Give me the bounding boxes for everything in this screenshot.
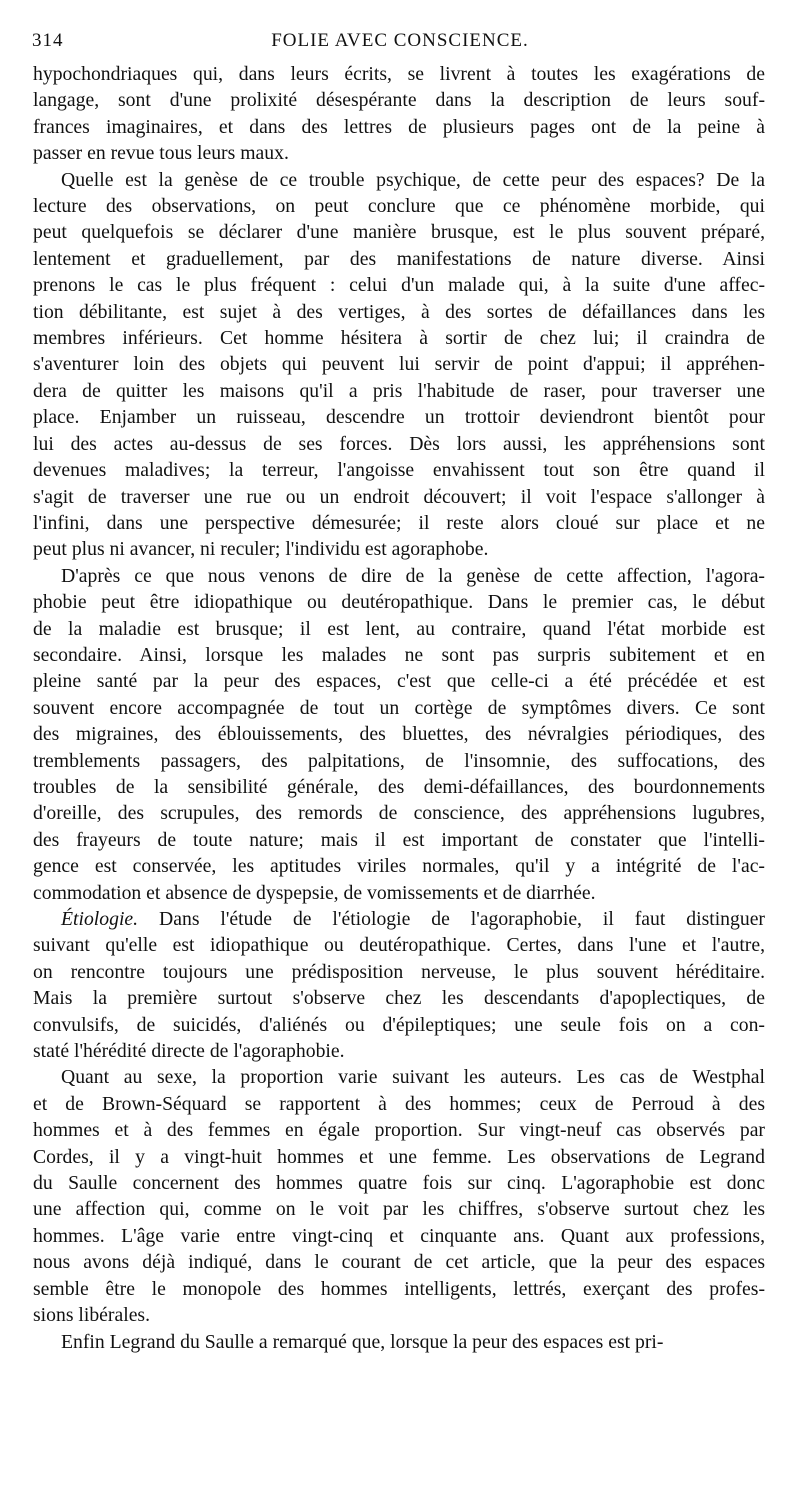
text-line: hommes. L'âge varie entre vingt-cinq et cinquante ans. Quant aux professions, [33,1224,765,1247]
text-line: commodation et absence de dyspepsie, de vomissements et de diarrhée. [33,881,596,904]
text-line: semble être le monopole des hommes intelligents, lettrés, exerçant des profes- [33,1277,765,1300]
text-line: hypochondriaques qui, dans leurs écrits, se livrent à toutes les exagérations de [33,63,765,85]
text-line: s'agit de traverser une rue ou un endroit découvert; il voit l'espace s'allonger à [33,485,765,508]
paragraph [33,1329,765,1355]
text-line: Quelle est la genèse de ce trouble psychique, de cette peur des espaces? De la [61,168,765,191]
text-line: prenons le cas le plus fréquent : celui d'un malade qui, à la suite d'une affec- [33,274,765,297]
text-line: peut plus ni avancer, ni reculer; l'individu est agoraphobe. [33,538,489,561]
text-line: staté l'hérédité directe de l'agoraphobie. [33,1040,345,1063]
text-line: souvent encore accompagnée de tout un cortège de symptômes divers. Ce sont [33,696,765,719]
text-line: peut quelquefois se déclarer d'une manière brusque, est le plus souvent préparé, [33,221,765,244]
text-line: tion débilitante, est sujet à des vertiges, à des sortes de défaillances dans les [33,300,765,323]
paragraph [33,1064,765,1328]
text-line: Mais la première surtout s'observe chez les descendants d'apoplectiques, de [33,987,765,1010]
text-line: pleine santé par la peur des espaces, c'est que celle-ci a été précédée et est [33,670,765,693]
text-line: membres inférieurs. Cet homme hésitera à sortir de chez lui; il craindra de [33,327,765,350]
text-line: frances imaginaires, et dans des lettres de plusieurs pages ont de la peine à [33,115,765,138]
page-header [32,30,768,60]
section-lead: Étiologie. [61,908,139,930]
text-line: suivant qu'elle est idiopathique ou deutéropathique. Certes, dans l'une et l'autre, [33,934,765,957]
text-line: des migraines, des éblouissements, des bluettes, des névralgies périodiques, des [33,723,765,746]
text-line: sions libérales. [33,1304,151,1327]
page-number: 314 [32,30,64,51]
text-line: place. Enjamber un ruisseau, descendre un trottoir deviendront bientôt pour [33,406,765,429]
text-line: une affection qui, comme on le voit par les chiffres, s'observe surtout chez les [33,1198,765,1221]
text-line: on rencontre toujours une prédisposition nerveuse, le plus souvent héréditaire. [33,960,765,983]
text-line [33,906,765,932]
text-line: Cordes, il y a vingt-huit hommes et une femme. Les observations de Legrand [33,1145,765,1168]
text-line: dera de quitter les maisons qu'il a pris l'habitude de raser, pour traverser une [33,379,765,402]
paragraph [33,61,765,167]
text-line: et de Brown-Séquard se rapportent à des hommes; ceux de Perroud à des [33,1092,765,1115]
paragraph [33,167,765,563]
paragraph [33,906,765,1064]
running-title: FOLIE AVEC CONSCIENCE. [271,30,529,51]
text-line: d'oreille, des scrupules, des remords de conscience, des appréhensions lugubres, [33,802,765,825]
text-line: lecture des observations, on peut conclure que ce phénomène morbide, qui [33,195,765,218]
text-line: devenues maladives; la terreur, l'angoisse envahissent tout son être quand il [33,459,765,482]
text-line: D'après ce que nous venons de dire de la genèse de cette affection, l'agora- [61,564,765,587]
text-line: des frayeurs de toute nature; mais il est important de constater que l'intelli- [33,828,765,851]
text-line: secondaire. Ainsi, lorsque les malades ne sont pas surpris subitement et en [33,643,765,666]
text-line: de la maladie est brusque; il est lent, au contraire, quand l'état morbide est [33,617,765,640]
text-line: passer en revue tous leurs maux. [33,142,289,165]
text-line: lui des actes au-dessus de ses forces. Dès lors aussi, les appréhensions sont [33,432,765,455]
text-line: lentement et graduellement, par des manifestations de nature diverse. Ainsi [33,247,765,270]
line-text: Dans l'étude de l'étiologie de l'agoraphobie, il faut distinguer [138,908,765,930]
text-line: convulsifs, de suicidés, d'aliénés ou d'épileptiques; une seule fois on a con- [33,1013,765,1036]
text-line: hommes et à des femmes en égale proportion. Sur vingt-neuf cas observés par [33,1119,765,1142]
text-line: phobie peut être idiopathique ou deutéropathique. Dans le premier cas, le début [33,591,765,614]
text-line: langage, sont d'une prolixité désespérante dans la description de leurs souf- [33,89,765,112]
text-line: Enfin Legrand du Saulle a remarqué que, lorsque la peur des espaces est pri- [61,1330,664,1353]
text-line: nous avons déjà indiqué, dans le courant de cet article, que la peur des espaces [33,1251,765,1274]
text-line: troubles de la sensibilité générale, des demi-défaillances, des bourdonnements [33,775,765,798]
paragraph [33,563,765,906]
text-line: gence est conservée, les aptitudes viriles normales, qu'il y a intégrité de l'ac- [33,855,765,878]
text-line: l'infini, dans une perspective démesurée; il reste alors cloué sur place et ne [33,511,765,534]
text-line: tremblements passagers, des palpitations, de l'insomnie, des suffocations, des [33,749,765,772]
text-line: Quant au sexe, la proportion varie suivant les auteurs. Les cas de Westphal [61,1066,765,1089]
text-line: s'aventurer loin des objets qui peuvent lui servir de point d'appui; il appréhen- [33,353,765,376]
body-text [33,61,765,1355]
text-line: du Saulle concernent des hommes quatre fois sur cinq. L'agoraphobie est donc [33,1172,765,1195]
